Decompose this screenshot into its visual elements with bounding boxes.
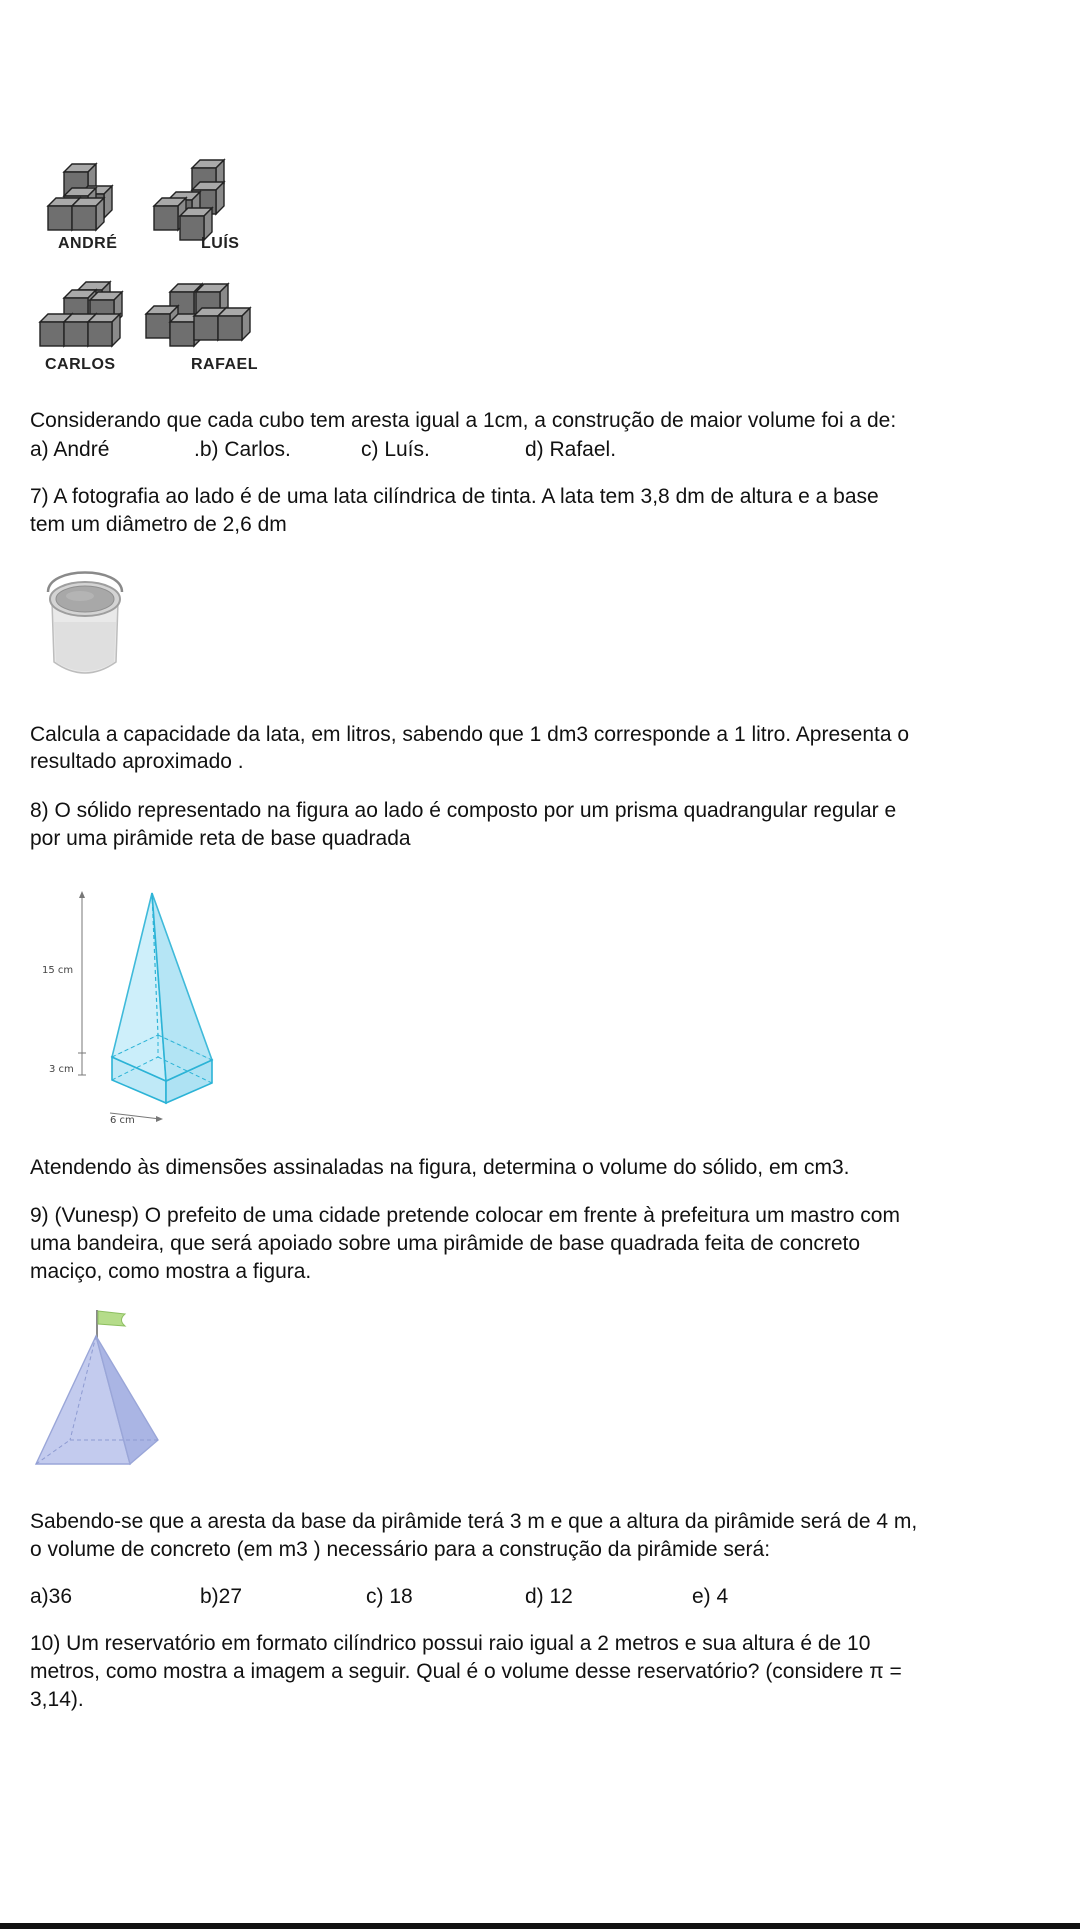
q6-option-c: c) Luís.	[361, 438, 430, 461]
q8-text-line1: 8) O sólido representado na figura ao lado é composto por um prisma quadrangular regular e	[30, 799, 897, 822]
q9-option-b: b)27	[200, 1585, 243, 1608]
q6-option-d: d) Rafael.	[525, 438, 617, 461]
q8-text-line2: por uma pirâmide reta de base quadrada	[30, 827, 411, 850]
q6-statement: Considerando que cada cubo tem aresta igual a 1cm, a construção de maior volume foi a de:	[30, 409, 897, 432]
q6-option-a: a) André	[30, 438, 110, 461]
prism-pyramid-figure	[30, 885, 230, 1135]
q10-text-line1: 10) Um reservatório em formato cilíndrico possui raio igual a 2 metros e sua altura é de 10	[30, 1632, 871, 1655]
carlos-construction	[40, 282, 122, 346]
q9-option-d: d) 12	[525, 1585, 573, 1608]
cube-constructions-figure	[20, 150, 320, 380]
paint-can-image	[40, 562, 130, 684]
luis-construction	[154, 160, 224, 240]
q9-text-line3: maciço, como mostra a figura.	[30, 1260, 312, 1283]
q10-text-line2: metros, como mostra a imagem a seguir. Qual é o volume desse reservatório? (considere π =	[30, 1660, 902, 1683]
q7-task-line2: resultado aproximado .	[30, 750, 244, 773]
q10-text-line3: 3,14).	[30, 1688, 84, 1711]
q8-task: Atendendo às dimensões assinaladas na figura, determina o volume do sólido, em cm3.	[30, 1156, 850, 1179]
q7-text-line1: 7) A fotografia ao lado é de uma lata cilíndrica de tinta. A lata tem 3,8 dm de altura e a base	[30, 485, 879, 508]
q9-option-e: e) 4	[692, 1585, 729, 1608]
rafael-label: RAFAEL	[191, 356, 258, 373]
q9-text-line2: uma bandeira, que será apoiado sobre uma pirâmide de base quadrada feita de concreto	[30, 1232, 861, 1255]
q7-text-line2: tem um diâmetro de 2,6 dm	[30, 513, 287, 536]
q9-option-c: c) 18	[366, 1585, 413, 1608]
carlos-label: CARLOS	[45, 356, 116, 373]
andre-construction	[48, 164, 112, 230]
q9-task-line1: Sabendo-se que a aresta da base da pirâmide terá 3 m e que a altura da pirâmide será de 4 m,	[30, 1510, 918, 1533]
flag-pyramid-figure	[30, 1306, 170, 1468]
base-6cm-label: 6 cm	[110, 1115, 135, 1126]
bottom-edge-bar	[0, 1923, 1080, 1929]
q9-option-a: a)36	[30, 1585, 73, 1608]
height-15cm-label: 15 cm	[42, 965, 74, 976]
prism-3cm-label: 3 cm	[49, 1064, 74, 1075]
q9-task-line2: o volume de concreto (em m3 ) necessário para a construção da pirâmide será:	[30, 1538, 771, 1561]
luis-label: LUÍS	[201, 235, 240, 252]
andre-label: ANDRÉ	[58, 235, 118, 252]
q7-task-line1: Calcula a capacidade da lata, em litros, sabendo que 1 dm3 corresponde a 1 litro. Apresenta o	[30, 723, 910, 746]
q9-text-line1: 9) (Vunesp) O prefeito de uma cidade pretende colocar em frente à prefeitura um mastro com	[30, 1204, 900, 1227]
q6-option-b: .b) Carlos.	[194, 438, 291, 461]
rafael-construction	[146, 284, 250, 346]
